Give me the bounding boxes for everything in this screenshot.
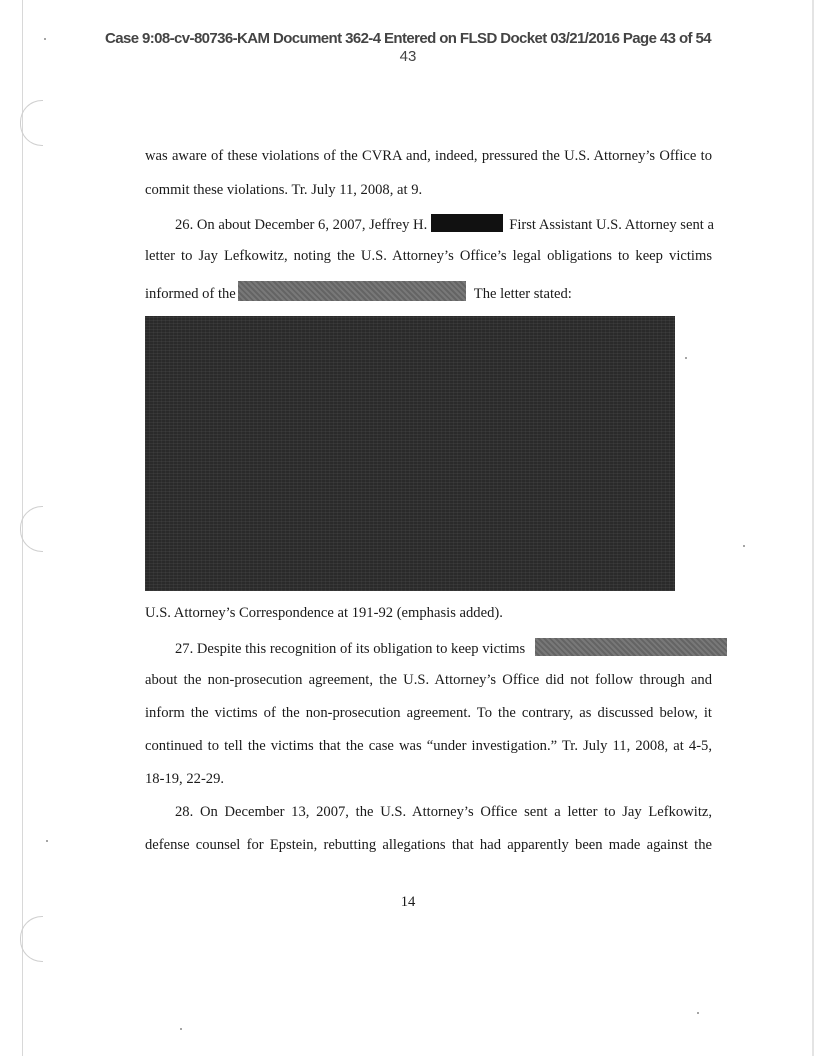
- paragraph-26-line-1: [145, 214, 712, 234]
- scan-speck: [697, 1012, 699, 1014]
- redaction-bar: [238, 281, 466, 301]
- citation-line: U.S. Attorney’s Correspondence at 191-92 (emphasis added).: [145, 605, 503, 621]
- paragraph-26-line-3: [145, 281, 712, 303]
- paragraph-line: 28. On December 13, 2007, the U.S. Attorney’s Office sent a letter to Jay Lefkowitz,: [175, 804, 712, 820]
- scan-speck: [180, 1028, 182, 1030]
- punch-hole-bottom: [20, 916, 43, 962]
- scan-speck: [743, 545, 745, 547]
- punch-hole-middle: [20, 506, 43, 552]
- paragraph-text: informed of the: [145, 286, 236, 302]
- paragraph-line: defense counsel for Epstein, rebutting allegations that had apparently been made against the: [145, 837, 712, 853]
- redaction-bar: [431, 214, 503, 232]
- paragraph-line: commit these violations. Tr. July 11, 2008, at 9.: [145, 182, 423, 198]
- quoted-letter-redaction: [145, 316, 675, 591]
- paragraph-text: 27. Despite this recognition of its obligation to keep victims: [175, 641, 526, 657]
- paragraph-line: inform the victims of the non-prosecution agreement. To the contrary, as discussed below, it: [145, 705, 712, 721]
- scan-speck: [685, 357, 687, 359]
- scan-speck: [46, 840, 48, 842]
- paragraph-line: was aware of these violations of the CVRA and, indeed, pressured the U.S. Attorney’s Office to: [145, 148, 712, 164]
- paragraph-27-line-1: [145, 638, 712, 658]
- paragraph-line: letter to Jay Lefkowitz, noting the U.S. Attorney’s Office’s legal obligations to keep victims: [145, 248, 712, 264]
- paragraph-text: 26. On about December 6, 2007, Jeffrey H.: [175, 217, 428, 233]
- paragraph-line: about the non-prosecution agreement, the U.S. Attorney’s Office did not follow through and: [145, 672, 712, 688]
- paragraph-line: 18-19, 22-29.: [145, 771, 225, 787]
- punch-hole-top: [20, 100, 43, 146]
- paragraph-line: continued to tell the victims that the case was “under investigation.” Tr. July 11, 2008, at 4-5,: [145, 738, 712, 754]
- header-page-number: 43: [399, 48, 417, 65]
- paragraph-text: The letter stated:: [473, 286, 572, 302]
- paragraph-text: First Assistant U.S. Attorney sent a: [509, 217, 714, 233]
- case-header: Case 9:08-cv-80736-KAM Document 362-4 Entered on FLSD Docket 03/21/2016 Page 43 of 54: [105, 30, 711, 47]
- footer-page-number: 14: [400, 894, 416, 910]
- redaction-bar: [535, 638, 727, 656]
- scan-speck: [44, 38, 46, 40]
